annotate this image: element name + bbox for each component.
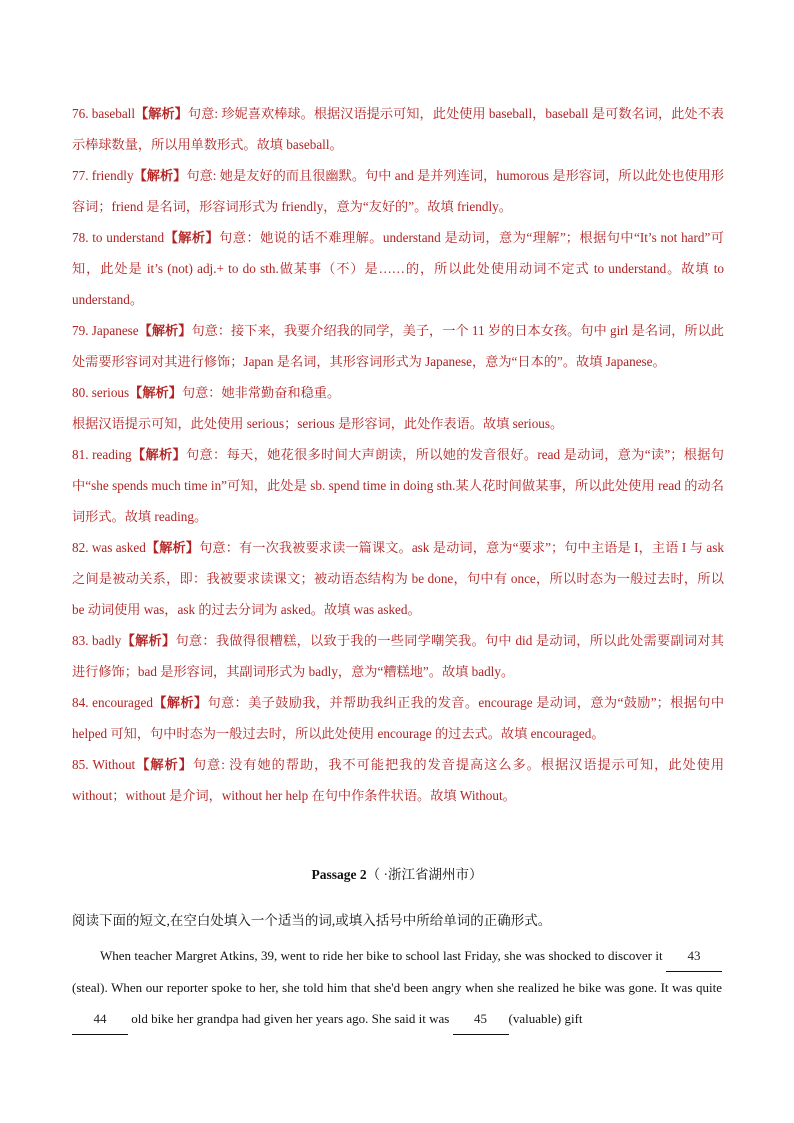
answer-text: 句意：有一次我被要求读一篇课文。ask 是动词，意为“要求”；句中主语是 I，主语 I 与 ask 之间是被动关系，即：我被要求读课文；被动语态结构为 be done，句中有 once，所以时态为一般过去时，所以 be 动词使用 was，ask 的过去分词为 asked。故填 was asked。 [72, 540, 724, 617]
analysis-tag: 【解析】 [152, 695, 208, 710]
analysis-tag: 【解析】 [164, 230, 220, 245]
answer-item [72, 687, 724, 749]
answer-text: 句意：美子鼓励我，并帮助我纠正我的发音。encourage 是动词，意为“鼓励”；根据句中 helped 可知，句中时态为一般过去时，所以此处使用 encourage 的过去式。故填 encouraged。 [72, 695, 725, 741]
answer-number: 78. to understand [72, 230, 165, 245]
answer-item [72, 749, 724, 811]
passage-title: Passage 2 [311, 867, 367, 882]
answer-item [72, 160, 724, 222]
answer-text: 句意：她说的话不难理解。understand 是动词，意为“理解”；根据句中“It’s not hard”可知，此处是 it’s (not) adj.+ to do sth.做某事（不）是……的，所以此处使用动词不定式 to understand。故填 to understand。 [72, 230, 724, 307]
blank-43: 43 [666, 940, 722, 972]
answer-number: 80. serious [72, 385, 130, 400]
passage-line-4: (valuable) gift [508, 1011, 583, 1026]
answer-text: 句意：每天，她花很多时间大声朗读，所以她的发音很好。read 是动词，意为“读”；根据句中“she spends much time in”可知，此处是 sb. spend time in doing sth.某人花时间做某事，所以此处使用 read 的动名词形式。故填 reading。 [72, 447, 724, 524]
answer-number: 83. badly [72, 633, 122, 648]
answer-text: 句意：我做得很糟糕，以致于我的一些同学嘲笑我。句中 did 是动词，所以此处需要副词对其进行修饰；bad 是形容词，其副词形式为 badly，意为“糟糕地”。故填 badly。 [72, 633, 724, 679]
answer-item [72, 315, 724, 377]
analysis-tag: 【解析】 [131, 447, 187, 462]
answer-text: 句意: 珍妮喜欢棒球。根据汉语提示可知，此处使用 baseball，baseball 是可数名词，此处不表示棒球数量，所以用单数形式。故填 baseball。 [72, 106, 724, 152]
answer-text: 根据汉语提示可知，此处使用 serious；serious 是形容词，此处作表语。故填 serious。 [72, 416, 564, 431]
answer-item [72, 532, 724, 625]
answer-number: 82. was asked [72, 540, 146, 555]
analysis-tag: 【解析】 [138, 323, 192, 338]
passage-instruction: 阅读下面的短文,在空白处填入一个适当的词,或填入括号中所给单词的正确形式。 [72, 913, 552, 928]
passage-heading [0, 862, 794, 888]
blank-44: 44 [72, 1003, 128, 1035]
blank-45: 45 [453, 1003, 509, 1035]
analysis-tag: 【解析】 [135, 757, 193, 772]
answer-number: 76. baseball [72, 106, 136, 121]
answer-number: 77. friendly [72, 168, 134, 183]
answer-number: 85. Without [72, 757, 136, 772]
analysis-tag: 【解析】 [133, 168, 187, 183]
answer-text: 句意：接下来，我要介绍我的同学，美子，一个 11 岁的日本女孩。句中 girl 是名词，所以此处需要形容词对其进行修饰；Japan 是名词，其形容词形式为 Japanese，意为“日本的”。故填 Japanese。 [72, 323, 724, 369]
passage-line-3: old bike her grandpa had given her years ago. She said it was [131, 1011, 450, 1026]
answer-text: 句意: 没有她的帮助，我不可能把我的发音提高这么多。根据汉语提示可知，此处使用 without；without 是介词，without her help 在句中作条件状语。故填 Without。 [72, 757, 725, 803]
answer-text: 句意: 她是友好的而且很幽默。句中 and 是并列连词，humorous 是形容词，所以此处也使用形容词；friend 是名词，形容词形式为 friendly，意为“友好的”。故填 friendly。 [72, 168, 725, 214]
analysis-tag: 【解析】 [135, 106, 188, 121]
answer-item [72, 625, 724, 687]
analysis-tag: 【解析】 [121, 633, 176, 648]
answer-number: 81. reading [72, 447, 132, 462]
passage-line-1: When teacher Margret Atkins, 39, went to ride her bike to school last Friday, she was shocked to discover it [100, 948, 663, 963]
answer-item [72, 222, 724, 315]
answer-explanations [72, 98, 724, 811]
analysis-tag: 【解析】 [145, 540, 200, 555]
answer-number: 84. encouraged [72, 695, 153, 710]
passage-text [72, 940, 722, 1035]
answer-number: 79. Japanese [72, 323, 139, 338]
analysis-tag: 【解析】 [129, 385, 182, 400]
passage-source: （ ·浙江省湖州市） [366, 867, 483, 882]
answer-text: 句意：她非常勤奋和稳重。 [181, 385, 341, 400]
answer-item [72, 439, 724, 532]
answer-item [72, 377, 724, 408]
answer-item [72, 98, 724, 160]
answer-item [72, 408, 724, 439]
passage-line-2: (steal). When our reporter spoke to her, she told him that she'd been angry when she realized he bike was gone. It was quite [72, 980, 722, 995]
